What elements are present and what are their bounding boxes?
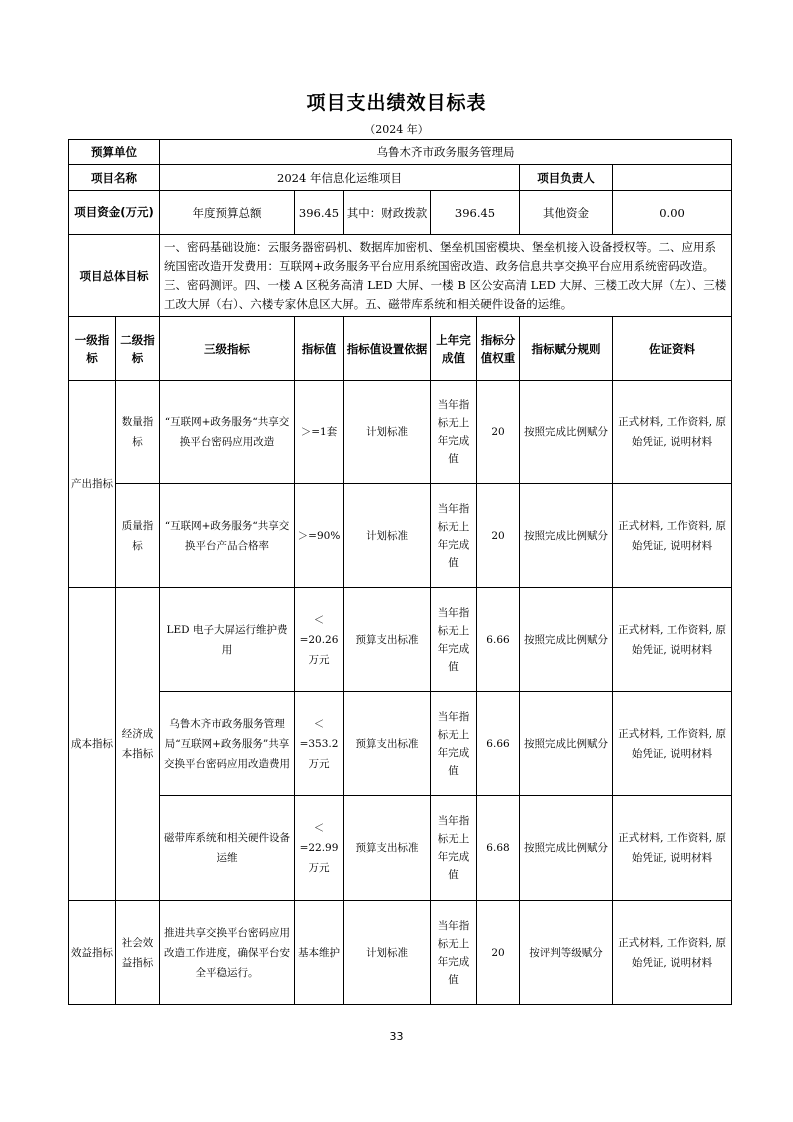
header-last-year: 上年完成值 — [431, 317, 477, 381]
last-year-cell: 当年指标无上年完成值 — [431, 484, 477, 588]
last-year-cell: 当年指标无上年完成值 — [431, 692, 477, 796]
overall-goal-text: 一、密码基础设施：云服务器密码机、数据库加密机、堡垒机国密模块、堡垒机接入设备授权等。二、应用系统国密改造开发费用：互联网+政务服务平台应用系统国密改造、政务信息共享交换平台应用系统密码改造。三、密码测评。四、一楼 A 区税务高清 LED 大屏、一楼 B 区公安高清 LED 大屏、三楼工改大屏（左）、三楼工改大屏（右）、六楼专家休息区大屏。五、磁带库系统和相关硬件设备的运维。 — [160, 235, 732, 317]
weight-cell: 20 — [477, 381, 520, 484]
rule-cell: 按照完成比例赋分 — [520, 692, 613, 796]
last-year-cell: 当年指标无上年完成值 — [431, 588, 477, 692]
header-rule: 指标赋分规则 — [520, 317, 613, 381]
table-row — [69, 796, 732, 901]
basis-cell: 预算支出标准 — [344, 796, 431, 901]
weight-cell: 6.68 — [477, 796, 520, 901]
value-cell: ＞=1套 — [295, 381, 344, 484]
header-weight: 指标分值权重 — [477, 317, 520, 381]
project-manager-label: 项目负责人 — [520, 165, 613, 191]
header-basis: 指标值设置依据 — [344, 317, 431, 381]
weight-cell: 6.66 — [477, 692, 520, 796]
fiscal-label: 其中：财政拨款 — [344, 191, 431, 235]
rule-cell: 按照完成比例赋分 — [520, 588, 613, 692]
budget-unit-label: 预算单位 — [69, 140, 160, 165]
level2-cell: 质量指标 — [116, 484, 160, 588]
level3-cell: “互联网+政务服务“共享交换平台密码应用改造 — [160, 381, 295, 484]
other-fund-value: 0.00 — [613, 191, 732, 235]
budget-unit-value: 乌鲁木齐市政务服务管理局 — [160, 140, 732, 165]
document-title: 项目支出绩效目标表 — [306, 92, 487, 114]
level1-benefit: 效益指标 — [69, 901, 116, 1005]
level3-cell: “互联网+政务服务“共享交换平台产品合格率 — [160, 484, 295, 588]
performance-table — [68, 139, 732, 1005]
level1-output: 产出指标 — [69, 381, 116, 588]
table-row — [69, 588, 732, 692]
table-row — [69, 901, 732, 1005]
header-level2: 二级指标 — [116, 317, 160, 381]
last-year-cell: 当年指标无上年完成值 — [431, 796, 477, 901]
row-overall-goal — [69, 235, 732, 317]
value-cell: ＜=22.99 万元 — [295, 796, 344, 901]
annual-budget-label-text: 年度预算总额 — [192, 205, 262, 220]
basis-cell: 计划标准 — [344, 484, 431, 588]
level3-cell: 磁带库系统和相关硬件设备运维 — [160, 796, 295, 901]
level1-cost: 成本指标 — [69, 588, 116, 901]
evidence-cell: 正式材料, 工作资料, 原始凭证, 说明材料 — [613, 901, 732, 1005]
last-year-cell: 当年指标无上年完成值 — [431, 381, 477, 484]
rule-cell: 按照完成比例赋分 — [520, 796, 613, 901]
header-level1: 一级指标 — [69, 317, 116, 381]
weight-cell: 20 — [477, 901, 520, 1005]
overall-goal-label: 项目总体目标 — [69, 235, 160, 317]
value-cell: ＜=353.2 万元 — [295, 692, 344, 796]
value-cell: ＞=90% — [295, 484, 344, 588]
table-row — [69, 484, 732, 588]
document-year: （2024 年） — [364, 123, 429, 136]
annual-budget-label — [160, 191, 295, 235]
rule-cell: 按评判等级赋分 — [520, 901, 613, 1005]
level3-cell: LED 电子大屏运行维护费用 — [160, 588, 295, 692]
fiscal-value: 396.45 — [431, 191, 520, 235]
last-year-cell: 当年指标无上年完成值 — [431, 901, 477, 1005]
evidence-cell: 正式材料, 工作资料, 原始凭证, 说明材料 — [613, 381, 732, 484]
project-manager-value — [613, 165, 732, 191]
level2-cell: 经济成本指标 — [116, 588, 160, 901]
value-cell: ＜=20.26 万元 — [295, 588, 344, 692]
header-row — [69, 317, 732, 381]
project-fund-label: 项目资金(万元) — [69, 191, 160, 235]
table-row — [69, 381, 732, 484]
weight-cell: 6.66 — [477, 588, 520, 692]
rule-cell: 按照完成比例赋分 — [520, 484, 613, 588]
basis-cell: 计划标准 — [344, 381, 431, 484]
page-number: 33 — [389, 1030, 404, 1043]
row-project-fund — [69, 191, 732, 235]
evidence-cell: 正式材料, 工作资料, 原始凭证, 说明材料 — [613, 796, 732, 901]
table-row — [69, 692, 732, 796]
evidence-cell: 正式材料, 工作资料, 原始凭证, 说明材料 — [613, 588, 732, 692]
basis-cell: 预算支出标准 — [344, 692, 431, 796]
basis-cell: 计划标准 — [344, 901, 431, 1005]
row-budget-unit — [69, 140, 732, 165]
weight-cell: 20 — [477, 484, 520, 588]
row-project-name — [69, 165, 732, 191]
other-fund-label: 其他资金 — [520, 191, 613, 235]
evidence-cell: 正式材料, 工作资料, 原始凭证, 说明材料 — [613, 484, 732, 588]
evidence-cell: 正式材料, 工作资料, 原始凭证, 说明材料 — [613, 692, 732, 796]
basis-cell: 预算支出标准 — [344, 588, 431, 692]
level3-cell: 推进共享交换平台密码应用改造工作进度，确保平台安全平稳运行。 — [160, 901, 295, 1005]
rule-cell: 按照完成比例赋分 — [520, 381, 613, 484]
level2-cell: 数量指标 — [116, 381, 160, 484]
header-evidence: 佐证资料 — [613, 317, 732, 381]
header-value: 指标值 — [295, 317, 344, 381]
level3-cell: 乌鲁木齐市政务服务管理局“互联网+政务服务”共享交换平台密码应用改造费用 — [160, 692, 295, 796]
level2-cell: 社会效益指标 — [116, 901, 160, 1005]
project-name-label: 项目名称 — [69, 165, 160, 191]
header-level3: 三级指标 — [160, 317, 295, 381]
annual-budget-value: 396.45 — [295, 191, 344, 235]
value-cell: 基本维护 — [295, 901, 344, 1005]
project-name-value: 2024 年信息化运维项目 — [160, 165, 520, 191]
